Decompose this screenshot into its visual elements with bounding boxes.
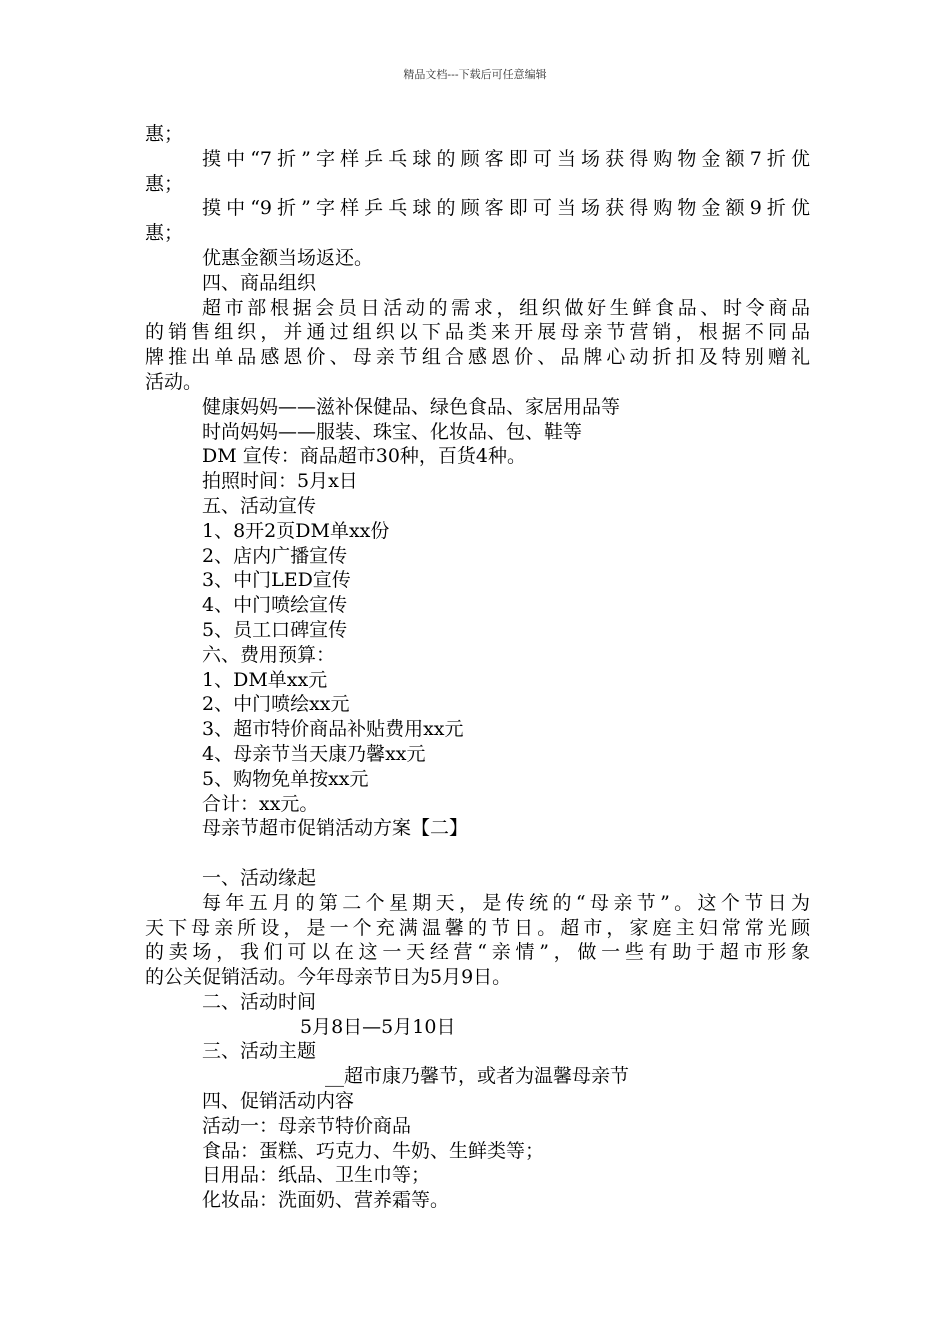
text-line: 5月8日—5月10日 [300,1015,456,1038]
text-line: DM 宣传：商品超市30种，百货4种。 [202,445,526,468]
list-item: 5、员工口碑宣传 [202,618,348,641]
list-item: 2、店内广播宣传 [202,544,348,567]
section-heading: 四、促销活动内容 [202,1090,355,1113]
text-line: 牌推出单品感恩价、母亲节组合感恩价、品牌心动折扣及特别赠礼 [145,346,810,369]
text-line: 惠； [145,123,184,145]
section-heading: 二、活动时间 [202,990,317,1013]
list-item: 3、中门LED宣传 [202,569,351,592]
text-line: 化妆品：洗面奶、营养霜等。 [202,1189,450,1212]
text-line: __超市康乃馨节，或者为温馨母亲节 [325,1065,630,1088]
blank-line [145,841,810,866]
text-line: 活动一：母亲节特价商品 [202,1114,412,1137]
section-heading: 五、活动宣传 [202,494,317,517]
list-item: 3、超市特价商品补贴费用xx元 [202,718,464,741]
text-line: 惠； [145,222,184,245]
text-line: 超市部根据会员日活动的需求，组织做好生鲜食品、时令商品 [202,296,810,319]
section-heading: 四、商品组织 [202,271,317,294]
text-line: 健康妈妈——滋补保健品、绿色食品、家居用品等 [202,395,621,418]
text-line: 摸中“9折”字样乒乓球的顾客即可当场获得购物金额9折优 [202,197,810,220]
text-line: 食品：蛋糕、巧克力、牛奶、生鲜类等； [202,1139,545,1162]
text-line: 惠； [145,172,184,195]
text-line: 天下母亲所设，是一个充满温馨的节日。超市，家庭主妇常常光顾 [145,916,810,939]
text-line: 的卖场，我们可以在这一天经营“亲情”，做一些有助于超市形象 [145,941,810,964]
section-heading: 一、活动缘起 [202,866,317,889]
section-heading: 三、活动主题 [202,1040,317,1063]
section-heading: 六、费用预算： [202,643,336,666]
text-line: 时尚妈妈——服装、珠宝、化妆品、包、鞋等 [202,420,583,443]
list-item: 4、母亲节当天康乃馨xx元 [202,742,426,765]
document-body [145,122,810,1213]
text-line: 拍照时间：5月x日 [202,470,358,493]
list-item: 2、中门喷绘xx元 [202,693,350,716]
text-line: 合计：xx元。 [202,792,319,815]
text-line: 优惠金额当场返还。 [202,246,374,269]
page-header: 精品文档---下载后可任意编辑 [403,68,547,81]
document-subtitle: 母亲节超市促销活动方案【二】 [202,817,469,840]
text-line: 活动。 [145,370,203,393]
list-item: 4、中门喷绘宣传 [202,594,348,617]
text-line: 日用品：纸品、卫生巾等； [202,1164,431,1187]
text-line: 的销售组织，并通过组织以下品类来开展母亲节营销，根据不同品 [145,321,810,344]
text-line: 的公关促销活动。今年母亲节日为5月9日。 [145,966,512,989]
text-line: 每年五月的第二个星期天，是传统的“母亲节”。这个节日为 [202,891,810,914]
text-line: 摸中“7折”字样乒乓球的顾客即可当场获得购物金额7折优 [202,147,810,170]
list-item: 5、购物免单按xx元 [202,767,369,790]
list-item: 1、DM单xx元 [202,668,328,691]
list-item: 1、8开2页DM单xx份 [202,519,390,542]
